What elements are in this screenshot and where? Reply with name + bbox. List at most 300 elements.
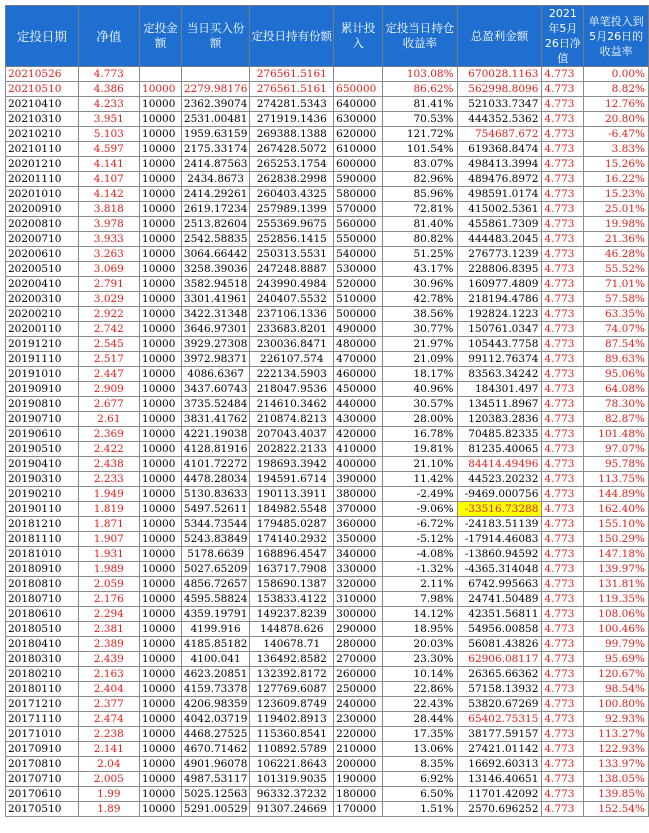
cumulative-input-cell[interactable]: 420000 [334,427,383,442]
nav-0526-cell[interactable]: 4.773 [542,457,584,472]
header-shares-bought[interactable]: 当日买入份额 [181,6,249,67]
shares-bought-cell[interactable]: 2513.82604 [181,217,249,232]
position-return-cell[interactable]: 101.54% [383,142,457,157]
cumulative-input-cell[interactable]: 550000 [334,232,383,247]
single-return-cell[interactable]: 97.07% [584,442,649,457]
amount-cell[interactable]: 10000 [140,772,182,787]
position-return-cell[interactable]: 6.50% [383,787,457,802]
total-profit-cell[interactable]: 62906.08117 [457,652,542,667]
single-return-cell[interactable]: 64.08% [584,382,649,397]
single-return-cell[interactable]: 138.05% [584,772,649,787]
position-return-cell[interactable]: 43.17% [383,262,457,277]
amount-cell[interactable]: 10000 [140,607,182,622]
nav-0526-cell[interactable]: 4.773 [542,277,584,292]
total-profit-cell[interactable]: 53820.67269 [457,697,542,712]
cumulative-input-cell[interactable]: 380000 [334,487,383,502]
shares-held-cell[interactable]: 271919.1436 [250,112,334,127]
date-cell[interactable]: 20210526 [6,67,79,82]
single-return-cell[interactable]: 74.07% [584,322,649,337]
nav-0526-cell[interactable]: 4.773 [542,352,584,367]
cumulative-input-cell[interactable]: 260000 [334,667,383,682]
shares-bought-cell[interactable]: 2542.58835 [181,232,249,247]
single-return-cell[interactable]: 162.40% [584,502,649,517]
amount-cell[interactable]: 10000 [140,742,182,757]
date-cell[interactable]: 20200110 [6,322,79,337]
nav-cell[interactable]: 1.907 [78,532,139,547]
shares-held-cell[interactable]: 144878.626 [250,622,334,637]
amount-cell[interactable]: 10000 [140,532,182,547]
cumulative-input-cell[interactable]: 390000 [334,472,383,487]
amount-cell[interactable]: 10000 [140,592,182,607]
shares-bought-cell[interactable]: 3064.66442 [181,247,249,262]
position-return-cell[interactable]: 28.00% [383,412,457,427]
shares-bought-cell[interactable]: 5497.52611 [181,502,249,517]
shares-held-cell[interactable]: 91307.24669 [250,802,334,817]
cumulative-input-cell[interactable]: 560000 [334,217,383,232]
date-cell[interactable]: 20200210 [6,307,79,322]
amount-cell[interactable]: 10000 [140,157,182,172]
date-cell[interactable]: 20200710 [6,232,79,247]
single-return-cell[interactable]: 108.06% [584,607,649,622]
shares-bought-cell[interactable]: 4468.27525 [181,727,249,742]
nav-0526-cell[interactable]: 4.773 [542,517,584,532]
shares-bought-cell[interactable]: 5344.73544 [181,517,249,532]
shares-held-cell[interactable]: 174140.2932 [250,532,334,547]
position-return-cell[interactable]: -6.72% [383,517,457,532]
nav-0526-cell[interactable]: 4.773 [542,562,584,577]
cumulative-input-cell[interactable]: 280000 [334,637,383,652]
shares-held-cell[interactable]: 194591.6714 [250,472,334,487]
amount-cell[interactable]: 10000 [140,172,182,187]
single-return-cell[interactable]: 139.97% [584,562,649,577]
nav-cell[interactable]: 2.909 [78,382,139,397]
date-cell[interactable]: 20171210 [6,697,79,712]
date-cell[interactable]: 20190810 [6,397,79,412]
cumulative-input-cell[interactable]: 290000 [334,622,383,637]
nav-cell[interactable]: 3.263 [78,247,139,262]
shares-bought-cell[interactable]: 2175.33174 [181,142,249,157]
date-cell[interactable]: 20180710 [6,592,79,607]
shares-held-cell[interactable]: 123609.8749 [250,697,334,712]
shares-held-cell[interactable]: 153833.4122 [250,592,334,607]
cumulative-input-cell[interactable]: 320000 [334,577,383,592]
nav-cell[interactable]: 4.773 [78,67,139,82]
nav-cell[interactable]: 1.931 [78,547,139,562]
position-return-cell[interactable]: 103.08% [383,67,457,82]
amount-cell[interactable]: 10000 [140,97,182,112]
cumulative-input-cell[interactable]: 400000 [334,457,383,472]
total-profit-cell[interactable]: 184301.497 [457,382,542,397]
total-profit-cell[interactable]: 160977.4809 [457,277,542,292]
total-profit-cell[interactable]: 670028.1163 [457,67,542,82]
shares-held-cell[interactable]: 210874.8213 [250,412,334,427]
nav-cell[interactable]: 1.949 [78,487,139,502]
position-return-cell[interactable]: 20.03% [383,637,457,652]
header-amount[interactable]: 定投金额 [140,6,182,67]
nav-cell[interactable]: 2.381 [78,622,139,637]
shares-bought-cell[interactable]: 3735.52484 [181,397,249,412]
shares-held-cell[interactable]: 110892.5789 [250,742,334,757]
amount-cell[interactable]: 10000 [140,682,182,697]
nav-cell[interactable]: 2.439 [78,652,139,667]
shares-bought-cell[interactable]: 3301.41961 [181,292,249,307]
cumulative-input-cell[interactable]: 170000 [334,802,383,817]
nav-0526-cell[interactable]: 4.773 [542,217,584,232]
cumulative-input-cell[interactable]: 470000 [334,352,383,367]
shares-held-cell[interactable]: 198693.3942 [250,457,334,472]
nav-cell[interactable]: 3.818 [78,202,139,217]
shares-bought-cell[interactable]: 3972.98371 [181,352,249,367]
single-return-cell[interactable]: 113.27% [584,727,649,742]
cumulative-input-cell[interactable]: 570000 [334,202,383,217]
cumulative-input-cell[interactable]: 350000 [334,532,383,547]
position-return-cell[interactable]: 30.57% [383,397,457,412]
position-return-cell[interactable]: 81.40% [383,217,457,232]
amount-cell[interactable]: 10000 [140,697,182,712]
nav-0526-cell[interactable]: 4.773 [542,757,584,772]
nav-cell[interactable]: 2.447 [78,367,139,382]
nav-0526-cell[interactable]: 4.773 [542,382,584,397]
total-profit-cell[interactable]: 218194.4786 [457,292,542,307]
shares-bought-cell[interactable]: 2279.98176 [181,82,249,97]
amount-cell[interactable]: 10000 [140,757,182,772]
header-total-profit[interactable]: 总盈利金额 [457,6,542,67]
single-return-cell[interactable]: 16.22% [584,172,649,187]
nav-0526-cell[interactable]: 4.773 [542,82,584,97]
total-profit-cell[interactable]: 54956.00858 [457,622,542,637]
nav-cell[interactable]: 2.922 [78,307,139,322]
cumulative-input-cell[interactable]: 480000 [334,337,383,352]
shares-held-cell[interactable]: 237106.1336 [250,307,334,322]
total-profit-cell[interactable]: -9469.000756 [457,487,542,502]
amount-cell[interactable]: 10000 [140,202,182,217]
cumulative-input-cell[interactable]: 250000 [334,682,383,697]
single-return-cell[interactable]: 57.58% [584,292,649,307]
single-return-cell[interactable]: 100.46% [584,622,649,637]
nav-0526-cell[interactable]: 4.773 [542,577,584,592]
amount-cell[interactable]: 10000 [140,502,182,517]
shares-bought-cell[interactable]: 2531.00481 [181,112,249,127]
total-profit-cell[interactable]: 455861.7309 [457,217,542,232]
amount-cell[interactable]: 10000 [140,292,182,307]
date-cell[interactable]: 20210410 [6,97,79,112]
single-return-cell[interactable]: 95.78% [584,457,649,472]
cumulative-input-cell[interactable]: 640000 [334,97,383,112]
shares-bought-cell[interactable]: 2434.8673 [181,172,249,187]
total-profit-cell[interactable]: 521033.7347 [457,97,542,112]
amount-cell[interactable]: 10000 [140,622,182,637]
total-profit-cell[interactable]: 105443.7758 [457,337,542,352]
position-return-cell[interactable]: 51.25% [383,247,457,262]
amount-cell[interactable]: 10000 [140,352,182,367]
total-profit-cell[interactable]: 498413.3994 [457,157,542,172]
shares-bought-cell[interactable]: 4987.53117 [181,772,249,787]
total-profit-cell[interactable]: 489476.8972 [457,172,542,187]
single-return-cell[interactable]: 99.79% [584,637,649,652]
shares-bought-cell[interactable]: 5291.00529 [181,802,249,817]
total-profit-cell[interactable]: -17914.46083 [457,532,542,547]
shares-held-cell[interactable]: 269388.1388 [250,127,334,142]
single-return-cell[interactable]: 8.82% [584,82,649,97]
nav-0526-cell[interactable]: 4.773 [542,607,584,622]
nav-cell[interactable]: 2.059 [78,577,139,592]
date-cell[interactable]: 20170810 [6,757,79,772]
cumulative-input-cell[interactable]: 520000 [334,277,383,292]
position-return-cell[interactable]: 19.81% [383,442,457,457]
amount-cell[interactable]: 10000 [140,262,182,277]
date-cell[interactable]: 20210510 [6,82,79,97]
cumulative-input-cell[interactable]: 430000 [334,412,383,427]
nav-0526-cell[interactable]: 4.773 [542,247,584,262]
cumulative-input-cell[interactable]: 610000 [334,142,383,157]
single-return-cell[interactable]: 147.18% [584,547,649,562]
position-return-cell[interactable]: 23.30% [383,652,457,667]
total-profit-cell[interactable]: 11701.42092 [457,787,542,802]
amount-cell[interactable] [140,67,182,82]
nav-cell[interactable]: 2.61 [78,412,139,427]
shares-held-cell[interactable]: 276561.5161 [250,67,334,82]
shares-held-cell[interactable]: 190113.3911 [250,487,334,502]
nav-cell[interactable]: 2.163 [78,667,139,682]
shares-bought-cell[interactable]: 4595.58824 [181,592,249,607]
header-nav-0526[interactable]: 2021年5月26日净值 [542,6,584,67]
nav-0526-cell[interactable]: 4.773 [542,682,584,697]
date-cell[interactable]: 20190310 [6,472,79,487]
single-return-cell[interactable]: 139.85% [584,787,649,802]
total-profit-cell[interactable]: 150761.0347 [457,322,542,337]
amount-cell[interactable]: 10000 [140,802,182,817]
date-cell[interactable]: 20210110 [6,142,79,157]
shares-bought-cell[interactable]: 4206.98359 [181,697,249,712]
shares-bought-cell[interactable]: 4086.6367 [181,367,249,382]
nav-0526-cell[interactable]: 4.773 [542,592,584,607]
single-return-cell[interactable]: 87.54% [584,337,649,352]
nav-cell[interactable]: 2.474 [78,712,139,727]
nav-0526-cell[interactable]: 4.773 [542,667,584,682]
nav-cell[interactable]: 2.517 [78,352,139,367]
shares-held-cell[interactable]: 218047.9536 [250,382,334,397]
nav-cell[interactable]: 4.142 [78,187,139,202]
cumulative-input-cell[interactable]: 590000 [334,172,383,187]
shares-bought-cell[interactable]: 3582.94518 [181,277,249,292]
shares-held-cell[interactable]: 163717.7908 [250,562,334,577]
total-profit-cell[interactable]: 754687.672 [457,127,542,142]
nav-0526-cell[interactable]: 4.773 [542,427,584,442]
header-nav[interactable]: 净值 [78,6,139,67]
position-return-cell[interactable]: 14.12% [383,607,457,622]
nav-cell[interactable]: 2.176 [78,592,139,607]
shares-bought-cell[interactable]: 5130.83633 [181,487,249,502]
nav-cell[interactable]: 3.069 [78,262,139,277]
amount-cell[interactable]: 10000 [140,472,182,487]
shares-bought-cell[interactable]: 4101.72272 [181,457,249,472]
cumulative-input-cell[interactable]: 190000 [334,772,383,787]
cumulative-input-cell[interactable]: 450000 [334,382,383,397]
amount-cell[interactable]: 10000 [140,232,182,247]
cumulative-input-cell[interactable]: 490000 [334,322,383,337]
position-return-cell[interactable]: 80.82% [383,232,457,247]
amount-cell[interactable]: 10000 [140,217,182,232]
nav-0526-cell[interactable]: 4.773 [542,412,584,427]
amount-cell[interactable]: 10000 [140,247,182,262]
single-return-cell[interactable]: 46.28% [584,247,649,262]
cumulative-input-cell[interactable]: 300000 [334,607,383,622]
nav-0526-cell[interactable]: 4.773 [542,532,584,547]
nav-0526-cell[interactable]: 4.773 [542,187,584,202]
nav-cell[interactable]: 2.389 [78,637,139,652]
shares-bought-cell[interactable]: 3929.27308 [181,337,249,352]
nav-0526-cell[interactable]: 4.773 [542,202,584,217]
shares-bought-cell[interactable]: 3831.41762 [181,412,249,427]
cumulative-input-cell[interactable]: 620000 [334,127,383,142]
date-cell[interactable]: 20200910 [6,202,79,217]
total-profit-cell[interactable]: 134511.8967 [457,397,542,412]
nav-cell[interactable]: 2.04 [78,757,139,772]
nav-0526-cell[interactable]: 4.773 [542,622,584,637]
shares-held-cell[interactable]: 158690.1387 [250,577,334,592]
position-return-cell[interactable]: 28.44% [383,712,457,727]
shares-bought-cell[interactable]: 4221.19038 [181,427,249,442]
date-cell[interactable]: 20210310 [6,112,79,127]
shares-bought-cell[interactable]: 5025.12563 [181,787,249,802]
shares-bought-cell[interactable]: 4199.916 [181,622,249,637]
cumulative-input-cell[interactable]: 460000 [334,367,383,382]
cumulative-input-cell[interactable]: 340000 [334,547,383,562]
single-return-cell[interactable]: 89.63% [584,352,649,367]
position-return-cell[interactable]: 8.35% [383,757,457,772]
position-return-cell[interactable]: 121.72% [383,127,457,142]
amount-cell[interactable]: 10000 [140,367,182,382]
shares-held-cell[interactable]: 252856.1415 [250,232,334,247]
nav-cell[interactable]: 1.871 [78,517,139,532]
cumulative-input-cell[interactable]: 540000 [334,247,383,262]
nav-0526-cell[interactable]: 4.773 [542,712,584,727]
position-return-cell[interactable]: 1.51% [383,802,457,817]
nav-0526-cell[interactable]: 4.773 [542,787,584,802]
single-return-cell[interactable]: 0.00% [584,67,649,82]
shares-bought-cell[interactable]: 3646.97301 [181,322,249,337]
date-cell[interactable]: 20191110 [6,352,79,367]
nav-cell[interactable]: 2.238 [78,727,139,742]
nav-0526-cell[interactable]: 4.773 [542,157,584,172]
single-return-cell[interactable]: 120.67% [584,667,649,682]
cumulative-input-cell[interactable] [334,67,383,82]
position-return-cell[interactable]: 30.96% [383,277,457,292]
date-cell[interactable]: 20170910 [6,742,79,757]
shares-held-cell[interactable]: 222134.5903 [250,367,334,382]
date-cell[interactable]: 20180910 [6,562,79,577]
position-return-cell[interactable]: -4.08% [383,547,457,562]
date-cell[interactable]: 20181110 [6,532,79,547]
total-profit-cell[interactable]: 13146.40651 [457,772,542,787]
shares-held-cell[interactable]: 149237.8239 [250,607,334,622]
nav-cell[interactable]: 2.294 [78,607,139,622]
amount-cell[interactable]: 10000 [140,487,182,502]
header-date[interactable]: 定投日期 [6,6,79,67]
amount-cell[interactable]: 10000 [140,277,182,292]
date-cell[interactable]: 20201210 [6,157,79,172]
shares-held-cell[interactable]: 140678.71 [250,637,334,652]
position-return-cell[interactable]: 7.98% [383,592,457,607]
nav-0526-cell[interactable]: 4.773 [542,172,584,187]
date-cell[interactable]: 20190710 [6,412,79,427]
nav-0526-cell[interactable]: 4.773 [542,502,584,517]
nav-cell[interactable]: 1.819 [78,502,139,517]
shares-bought-cell[interactable]: 1959.63159 [181,127,249,142]
nav-0526-cell[interactable]: 4.773 [542,112,584,127]
amount-cell[interactable]: 10000 [140,712,182,727]
nav-0526-cell[interactable]: 4.773 [542,727,584,742]
position-return-cell[interactable]: 40.96% [383,382,457,397]
nav-cell[interactable]: 2.404 [78,682,139,697]
shares-held-cell[interactable]: 267428.5072 [250,142,334,157]
amount-cell[interactable]: 10000 [140,337,182,352]
total-profit-cell[interactable]: 415002.5361 [457,202,542,217]
nav-0526-cell[interactable]: 4.773 [542,547,584,562]
cumulative-input-cell[interactable]: 530000 [334,262,383,277]
total-profit-cell[interactable]: 498591.0174 [457,187,542,202]
total-profit-cell[interactable]: -4365.314048 [457,562,542,577]
amount-cell[interactable]: 10000 [140,637,182,652]
cumulative-input-cell[interactable]: 580000 [334,187,383,202]
total-profit-cell[interactable]: 276773.1239 [457,247,542,262]
nav-0526-cell[interactable]: 4.773 [542,772,584,787]
position-return-cell[interactable]: -9.06% [383,502,457,517]
shares-held-cell[interactable]: 115360.8541 [250,727,334,742]
header-shares-held[interactable]: 定投日持有份额 [250,6,334,67]
shares-bought-cell[interactable]: 3422.31348 [181,307,249,322]
nav-cell[interactable]: 3.951 [78,112,139,127]
nav-cell[interactable]: 2.369 [78,427,139,442]
nav-0526-cell[interactable]: 4.773 [542,97,584,112]
shares-bought-cell[interactable]: 2362.39074 [181,97,249,112]
shares-bought-cell[interactable]: 4359.19791 [181,607,249,622]
amount-cell[interactable]: 10000 [140,427,182,442]
date-cell[interactable]: 20181210 [6,517,79,532]
nav-cell[interactable]: 1.989 [78,562,139,577]
position-return-cell[interactable]: 21.97% [383,337,457,352]
nav-cell[interactable]: 3.978 [78,217,139,232]
total-profit-cell[interactable]: 120383.2836 [457,412,542,427]
nav-cell[interactable]: 2.742 [78,322,139,337]
date-cell[interactable]: 20171110 [6,712,79,727]
single-return-cell[interactable]: 152.54% [584,802,649,817]
shares-bought-cell[interactable]: 2414.87563 [181,157,249,172]
nav-cell[interactable]: 2.791 [78,277,139,292]
nav-0526-cell[interactable]: 4.773 [542,742,584,757]
date-cell[interactable]: 20191210 [6,337,79,352]
cumulative-input-cell[interactable]: 510000 [334,292,383,307]
date-cell[interactable]: 20180110 [6,682,79,697]
cumulative-input-cell[interactable]: 600000 [334,157,383,172]
cumulative-input-cell[interactable]: 360000 [334,517,383,532]
nav-0526-cell[interactable]: 4.773 [542,307,584,322]
nav-0526-cell[interactable]: 4.773 [542,262,584,277]
date-cell[interactable]: 20201110 [6,172,79,187]
date-cell[interactable]: 20190610 [6,427,79,442]
nav-0526-cell[interactable]: 4.773 [542,232,584,247]
total-profit-cell[interactable]: 16692.60313 [457,757,542,772]
shares-bought-cell[interactable] [181,67,249,82]
total-profit-cell[interactable]: 44523.20232 [457,472,542,487]
single-return-cell[interactable]: 150.29% [584,532,649,547]
nav-0526-cell[interactable]: 4.773 [542,292,584,307]
shares-held-cell[interactable]: 240407.5532 [250,292,334,307]
single-return-cell[interactable]: 12.76% [584,97,649,112]
date-cell[interactable]: 20200810 [6,217,79,232]
single-return-cell[interactable]: 15.23% [584,187,649,202]
shares-bought-cell[interactable]: 5243.83849 [181,532,249,547]
